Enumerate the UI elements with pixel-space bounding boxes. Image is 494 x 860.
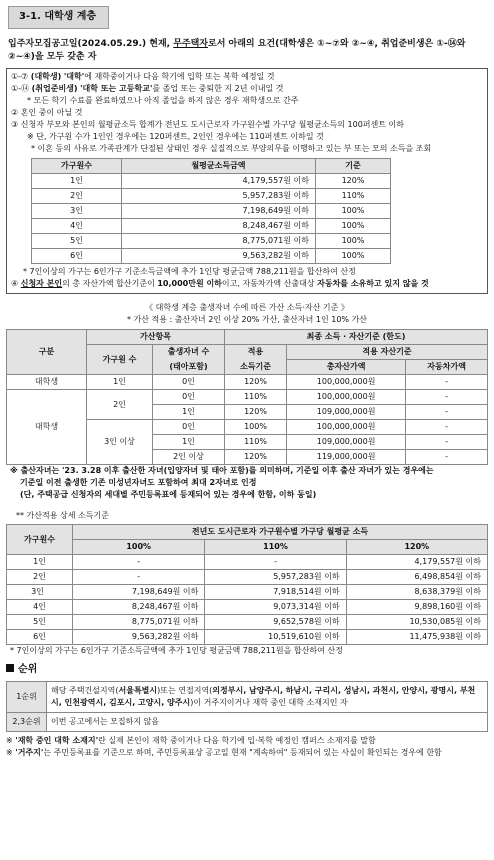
intro-part: ②~④)을 모두 갖춘 자 (8, 51, 97, 62)
intro-part: 로서 아래의 요건(대학생은 ①~⑦와 ②~④, 취업준비생은 ①-⑭와 (208, 38, 466, 49)
table-row: 2인 5,957,283원 이하 110% (32, 188, 391, 203)
note-line: 기준일 이전 출생한 기존 미성년자녀도 포함하여 최대 2자녀로 인정 (20, 478, 257, 488)
col-header: 기준 (316, 158, 391, 173)
table-row: 6인 9,563,282원 이하 10,519,610원 이하 11,475,938원 이하 (7, 630, 488, 645)
table-row: 4인 8,248,467원 이하 100% (32, 218, 391, 233)
table-row: 1인 4,179,557원 이하 120% (32, 173, 391, 188)
req-3-note2: * 이혼 등의 사유로 가족관계가 단절된 상태인 경우 실질적으로 부양의무를 이행하고 있는 부 또는 모의 소득을 조회 (31, 143, 432, 153)
req-3-note1: ※ 단, 가구원 수가 1인인 경우에는 120퍼센트, 2인인 경우에는 110퍼센트 이하일 것 (27, 131, 324, 141)
bonus-table (6, 329, 488, 465)
table-row: 2인 이상 120% 119,000,000원 - (7, 450, 488, 465)
req-1b: ①-⑭ (취업준비생) '대학 또는 고등학교'를 졸업 또는 중퇴한 지 2년 이내일 것 (11, 83, 284, 93)
col-header: 소득기준 (225, 360, 287, 375)
table-row: 1인 110% 109,000,000원 - (7, 435, 488, 450)
note-line: ※ 출산자녀는 '23. 3.28 이후 출산한 자녀(입양자녀 및 태아 포함)를 의미하며, 기준일 이후 출산 자녀가 있는 경우에는 (10, 466, 434, 476)
intro-text (6, 38, 488, 64)
col-header: 월평균소득금액 (122, 158, 316, 173)
col-header: 구분 (7, 330, 87, 375)
income-table (31, 158, 391, 264)
section-title: 3-1. 대학생 계층 (8, 6, 109, 29)
intro-homeless: 무주택자 (173, 38, 208, 49)
req-3: ③ 신청자 부모와 본인의 월평균소득 합계가 전년도 도시근로자 가구원수별 가구당 월평균소득의 100퍼센트 이하 (11, 119, 404, 129)
rank-section-title: 순위 (6, 664, 488, 677)
caption-title: 《 대학생 계층 출생자녀 수에 따른 가산 소득·자산 기준 》 (145, 302, 349, 312)
req-2: ② 혼인 중이 아닐 것 (11, 107, 83, 117)
requirements-box (6, 68, 488, 294)
intro-part: 입주자모집공고일(2024.05.29.) 현재, (8, 38, 174, 49)
bonus-notes (6, 465, 488, 501)
col-header: 총자산가액 (287, 360, 406, 375)
col-header: (태아포함) (153, 360, 225, 375)
col-header: 120% (346, 540, 487, 555)
caption-subtitle: * 가산 적용 : 출산자녀 2인 이상 20% 가산, 출산자녀 1인 10% 가산 (126, 315, 368, 325)
table-row: 5인 8,775,071원 이하 9,652,578원 이하 10,530,085원 이하 (7, 615, 488, 630)
col-header: 자동차가액 (406, 360, 488, 375)
rank-notes (6, 735, 488, 761)
detail-income-table (6, 524, 488, 645)
col-header: 가구원수 (7, 525, 73, 555)
col-header: 적용 자산기준 (287, 345, 488, 360)
col-header: 전년도 도시근로자 가구원수별 가구당 월평균 소득 (73, 525, 488, 540)
note-line: ※ '거주지'는 주민등록표를 기준으로 하며, 주민등록표상 공고일 현재 "계속하여" 등재되어 있는 사실이 확인되는 경우에 한함 (6, 748, 442, 758)
col-header: 가산항목 (87, 330, 225, 345)
req-1b-note: * 모든 학기 수료를 완료하였으나 아직 졸업을 하지 않은 경우 재학생으로 간주 (27, 95, 299, 105)
rank-label: 1순위 (7, 681, 47, 712)
table-row: 1인 120% 109,000,000원 - (7, 405, 488, 420)
note-line: ※ '재학 중인 대학 소재지'란 실제 본인이 재학 중이거나 다음 학기에 입·복학 예정인 캠퍼스 소재지를 말함 (6, 735, 376, 745)
bonus-caption (6, 302, 488, 328)
col-header: 적용 (225, 345, 287, 360)
table-row: 대학생 1인 0인 120% 100,000,000원 - (7, 375, 488, 390)
table-row: 대학생 2인 0인 110% 100,000,000원 - (7, 390, 488, 405)
table-row: 1인 - - 4,179,557원 이하 (7, 555, 488, 570)
req-4: ④ 신청자 본인의 총 자산가액 합산기준이 10,000만원 이하이고, 자동차가액 산출대상 자동차를 소유하고 있지 않을 것 (11, 278, 429, 288)
table-row: 4인 8,248,467원 이하 9,073,314원 이하 9,898,160원 이하 (7, 600, 488, 615)
square-bullet-icon (6, 664, 14, 672)
table-row: 2인 - 5,957,283원 이하 6,498,854원 이하 (7, 570, 488, 585)
detail-table-note: * 7인이상의 가구는 6인가구 기준소득금액에 추가 1인당 평균금액 788,211원을 합산하여 산정 (10, 646, 343, 656)
table-row (7, 681, 488, 712)
rank-1-text: 해당 주택건설지역(서울특별시)또는 연접지역(의정부시, 남양주시, 하남시, 구리시, 성남시, 과천시, 안양시, 광명시, 부천시, 인천광역시, 김포시, 고양시, 양주시)이 거주지이거나 재학 중인 대학 소재지인 자 (47, 681, 488, 712)
table-row: 3인 7,198,649원 이하 7,918,514원 이하 8,638,379원 이하 (7, 585, 488, 600)
table-row: 3인 7,198,649원 이하 100% (32, 203, 391, 218)
detail-title: ** 가산적용 상세 소득기준 (16, 511, 109, 521)
col-header: 110% (205, 540, 346, 555)
rank-table (6, 681, 488, 732)
rank-2-text: 이번 공고에서는 모집하지 않음 (47, 712, 488, 731)
table-row (7, 712, 488, 731)
income-table-note: * 7인이상의 가구는 6인가구 기준소득금액에 추가 1인당 평균금액 788,211원을 합산하여 산정 (23, 266, 356, 276)
table-row: 5인 8,775,071원 이하 100% (32, 233, 391, 248)
note-line: (단, 주택공급 신청자의 세대별 주민등록표에 등재되어 있는 경우에 한함, 이하 동일) (20, 490, 317, 500)
col-header: 가구원 수 (87, 345, 153, 375)
table-row: 3인 이상 0인 100% 100,000,000원 - (7, 420, 488, 435)
col-header: 가구원수 (32, 158, 122, 173)
col-header: 100% (73, 540, 205, 555)
col-header: 출생자녀 수 (153, 345, 225, 360)
col-header: 최종 소득 · 자산기준 (한도) (225, 330, 488, 345)
rank-label: 2,3순위 (7, 712, 47, 731)
req-1a: ①-⑦ (대학생) '대학'에 재학중이거나 다음 학기에 입학 또는 복학 예정일 것 (11, 71, 275, 81)
table-row: 6인 9,563,282원 이하 100% (32, 248, 391, 263)
